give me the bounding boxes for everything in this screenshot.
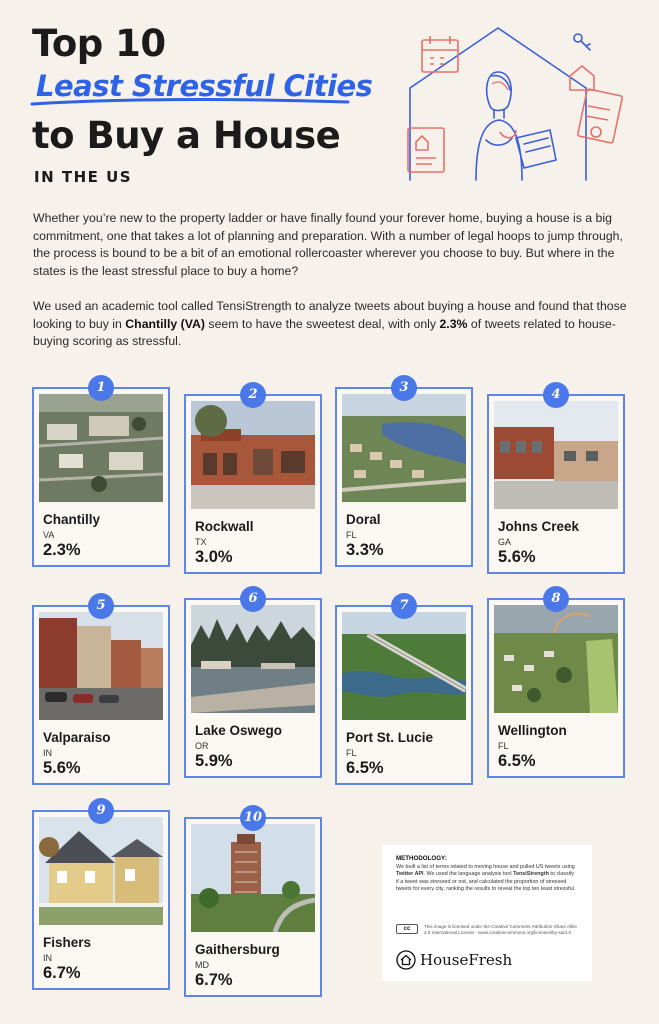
rank-badge: 1: [88, 375, 114, 401]
stress-percentage: 6.7%: [195, 971, 233, 989]
city-card-8: [487, 591, 625, 778]
rank-badge: 7: [391, 593, 417, 619]
brand-name: HouseFresh: [420, 951, 513, 969]
city-photo: [39, 612, 163, 720]
title-line-1: Top 10: [32, 22, 166, 65]
stress-percentage: 5.6%: [498, 548, 536, 566]
rank-badge: 3: [391, 375, 417, 401]
rank-badge: 10: [240, 805, 266, 831]
methodology-heading: METHODOLOGY:: [396, 855, 447, 862]
city-card-5: [32, 598, 170, 785]
stress-percentage: 6.5%: [498, 752, 536, 770]
top-city-highlight: Chantilly (VA): [125, 316, 205, 331]
city-state: VA: [43, 530, 55, 540]
city-name: Doral: [346, 512, 381, 527]
city-name: Chantilly: [43, 512, 101, 527]
stress-percentage: 3.3%: [346, 541, 384, 559]
intro-paragraph-2: We used an academic tool called TensiStrength to analyze tweets about buying a house and found that those looking to buy in Chantilly (VA) seem to have the sweetest deal, with only 2.3% of tweets related to house-buying scoring as stressful.: [33, 299, 627, 348]
city-card-10: [184, 810, 322, 997]
city-photo: [191, 401, 315, 509]
city-name: Wellington: [498, 723, 567, 738]
city-state: IN: [43, 748, 52, 758]
city-state: FL: [346, 530, 357, 540]
city-state: IN: [43, 953, 52, 963]
house-logo-icon: [396, 950, 416, 970]
city-state: FL: [346, 748, 357, 758]
city-state: GA: [498, 537, 512, 547]
city-photo: [342, 612, 466, 720]
city-name: Fishers: [43, 935, 92, 950]
rank-badge: 4: [543, 382, 569, 408]
rank-badge: 2: [240, 382, 266, 408]
city-photo: [39, 394, 163, 502]
rank-badge: 6: [240, 586, 266, 612]
city-name: Rockwall: [195, 519, 254, 534]
intro-paragraph-1: Whether you’re new to the property ladder or have finally found your forever home, buying a house is a big commitment, one that takes a lot of planning and preparation. With a number of legal hoops to jump through, the process is bound to be a bit of an emotional rollercoaster wherever you choose to buy. But where in the states is the least stressful place to buy a home?: [33, 211, 623, 278]
stress-percentage: 2.3%: [43, 541, 81, 559]
city-state: MD: [195, 960, 209, 970]
city-card-7: [335, 598, 473, 785]
subtitle: IN THE US: [34, 168, 133, 186]
stress-percentage: 6.7%: [43, 964, 81, 982]
title-line-3: to Buy a House: [32, 114, 341, 157]
city-name: Port St. Lucie: [346, 730, 434, 745]
title-underline: [30, 96, 350, 108]
city-name: Valparaiso: [43, 730, 111, 745]
city-name: Johns Creek: [498, 519, 580, 534]
stress-percentage: 5.6%: [43, 759, 81, 777]
woman-house-illustration: [400, 20, 640, 190]
city-photo: [191, 605, 315, 713]
stress-percentage: 5.9%: [195, 752, 233, 770]
top-pct-highlight: 2.3%: [439, 316, 468, 331]
methodology-text: We built a list of terms related to moving house and pulled US tweets using Twitter API. We used the language analysis tool TensiStrength to classify if a tweet was stressed or not, and calculated the proportion of stressed tweets for every city, ranking the results to reveal the top ten least stressful.: [396, 864, 576, 893]
city-photo: [342, 394, 466, 502]
rank-badge: 8: [543, 586, 569, 612]
city-state: FL: [498, 741, 509, 751]
city-photo: [494, 605, 618, 713]
city-card-1: [32, 380, 170, 567]
title-line-2-highlight: Least Stressful Cities: [36, 69, 373, 103]
city-card-3: [335, 380, 473, 567]
city-card-9: [32, 803, 170, 990]
city-photo: [191, 824, 315, 932]
stress-percentage: 3.0%: [195, 548, 233, 566]
city-state: TX: [195, 537, 207, 547]
license-text: This image is licensed under the Creative Commons Attribution-Share Alike 4.0 International License - www.creativecommons.org/licenses/by-sa/4.0: [424, 924, 577, 936]
city-card-4: [487, 387, 625, 574]
city-name: Lake Oswego: [195, 723, 283, 738]
rank-badge: 5: [88, 593, 114, 619]
city-photo: [494, 401, 618, 509]
rank-badge: 9: [88, 798, 114, 824]
creative-commons-icon: cc: [396, 924, 418, 934]
city-state: OR: [195, 741, 209, 751]
city-name: Gaithersburg: [195, 942, 280, 957]
methodology-box: [382, 845, 592, 981]
stress-percentage: 6.5%: [346, 759, 384, 777]
city-card-6: [184, 591, 322, 778]
city-photo: [39, 817, 163, 925]
city-card-2: [184, 387, 322, 574]
